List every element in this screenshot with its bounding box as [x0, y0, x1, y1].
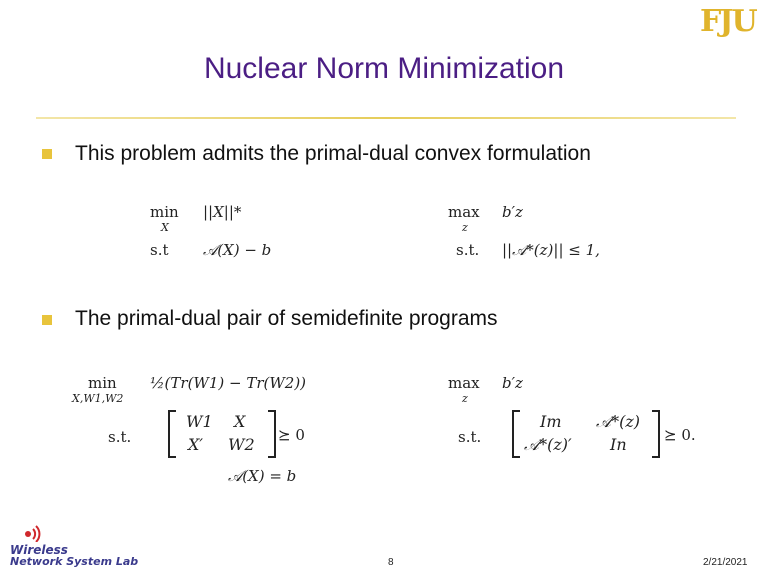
primal-constraint: 𝒜(X) − b — [203, 241, 272, 259]
min-operator: min — [150, 203, 179, 221]
st-label: s.t — [150, 241, 169, 259]
primal-objective: ½(Tr(W1) − Tr(W2)) — [150, 374, 307, 392]
bullet-text-1: This problem admits the primal-dual convex formulation — [75, 142, 591, 165]
bullet-marker-2 — [42, 315, 52, 325]
bullet-text-2: The primal-dual pair of semidefinite programs — [75, 307, 498, 330]
fju-logo: FJU — [700, 4, 756, 39]
min-subscript: X,W1,W2 — [72, 392, 124, 405]
slide-date: 2/21/2021 — [703, 557, 748, 568]
primal-objective: ||X||* — [203, 203, 242, 221]
wireless-signal-icon — [20, 522, 42, 542]
max-subscript: z — [462, 221, 468, 234]
lab-logo-line2: Network System Lab — [10, 555, 139, 568]
matrix-entry: W2 — [228, 435, 255, 454]
lab-logo — [10, 522, 140, 570]
linear-constraint: 𝒜(X) = b — [228, 467, 297, 485]
dual-constraint: ||𝒜*(z)|| ≤ 1, — [502, 241, 600, 259]
st-label: s.t. — [456, 241, 480, 259]
matrix-entry: Im — [540, 412, 562, 431]
matrix-entry: In — [610, 435, 627, 454]
max-operator: max — [448, 374, 480, 392]
matrix-entry: X′ — [188, 435, 204, 454]
title-divider — [36, 117, 736, 119]
min-operator: min — [88, 374, 117, 392]
block-matrix — [168, 410, 276, 458]
matrix-entry: 𝒜*(z)′ — [524, 435, 572, 454]
psd-constraint: ⪰ 0 — [278, 426, 305, 444]
max-operator: max — [448, 203, 480, 221]
psd-constraint: ⪰ 0. — [664, 426, 696, 444]
lab-logo-line1: Wireless — [10, 543, 68, 557]
st-label: s.t. — [458, 428, 482, 446]
st-label: s.t. — [108, 428, 132, 446]
dual-objective: b′z — [502, 203, 523, 221]
matrix-entry: 𝒜*(z) — [596, 412, 641, 431]
dual-objective: b′z — [502, 374, 523, 392]
page-number: 8 — [388, 557, 394, 568]
matrix-entry: W1 — [186, 412, 213, 431]
bullet-marker-1 — [42, 149, 52, 159]
max-subscript: z — [462, 392, 468, 405]
block-matrix — [512, 410, 660, 458]
slide-title: Nuclear Norm Minimization — [203, 52, 565, 85]
min-subscript: X — [161, 221, 169, 234]
matrix-entry: X — [234, 412, 246, 431]
